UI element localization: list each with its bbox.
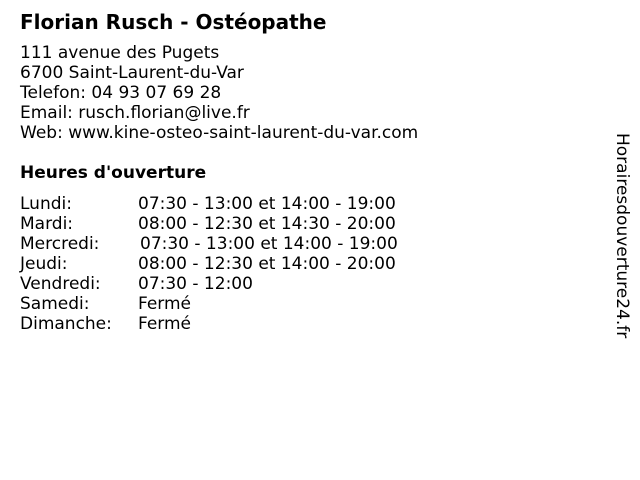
time-value: 07:30 - 13:00 et 14:00 - 19:00	[140, 234, 398, 254]
email-text: Email: rusch.florian@live.fr	[20, 103, 250, 123]
day-label: Jeudi:	[20, 254, 68, 274]
day-label: Lundi:	[20, 194, 72, 214]
time-value: 08:00 - 12:30 et 14:00 - 20:00	[138, 254, 396, 274]
day-label: Vendredi:	[20, 274, 101, 294]
day-label: Samedi:	[20, 294, 90, 314]
day-label: Mercredi:	[20, 234, 100, 254]
day-label: Mardi:	[20, 214, 74, 234]
time-value: Fermé	[138, 294, 192, 314]
day-label: Dimanche:	[20, 314, 112, 334]
time-value: 08:00 - 12:30 et 14:30 - 20:00	[138, 214, 396, 234]
hours-heading: Heures d'ouverture	[20, 163, 207, 183]
address-city: 6700 Saint-Laurent-du-Var	[20, 63, 244, 83]
contact-block	[20, 43, 418, 143]
address-street: 111 avenue des Pugets	[20, 43, 220, 63]
time-value: 07:30 - 13:00 et 14:00 - 19:00	[138, 194, 396, 214]
web-text: Web: www.kine-osteo-saint-laurent-du-var.com	[20, 123, 419, 143]
page-title: Florian Rusch - Ostéopathe	[20, 10, 327, 34]
phone-text: Telefon: 04 93 07 69 28	[20, 83, 222, 103]
time-value: Fermé	[138, 314, 192, 334]
site-watermark-label: Horairesdouverture24.fr	[612, 133, 632, 339]
time-value: 07:30 - 12:00	[138, 274, 253, 294]
